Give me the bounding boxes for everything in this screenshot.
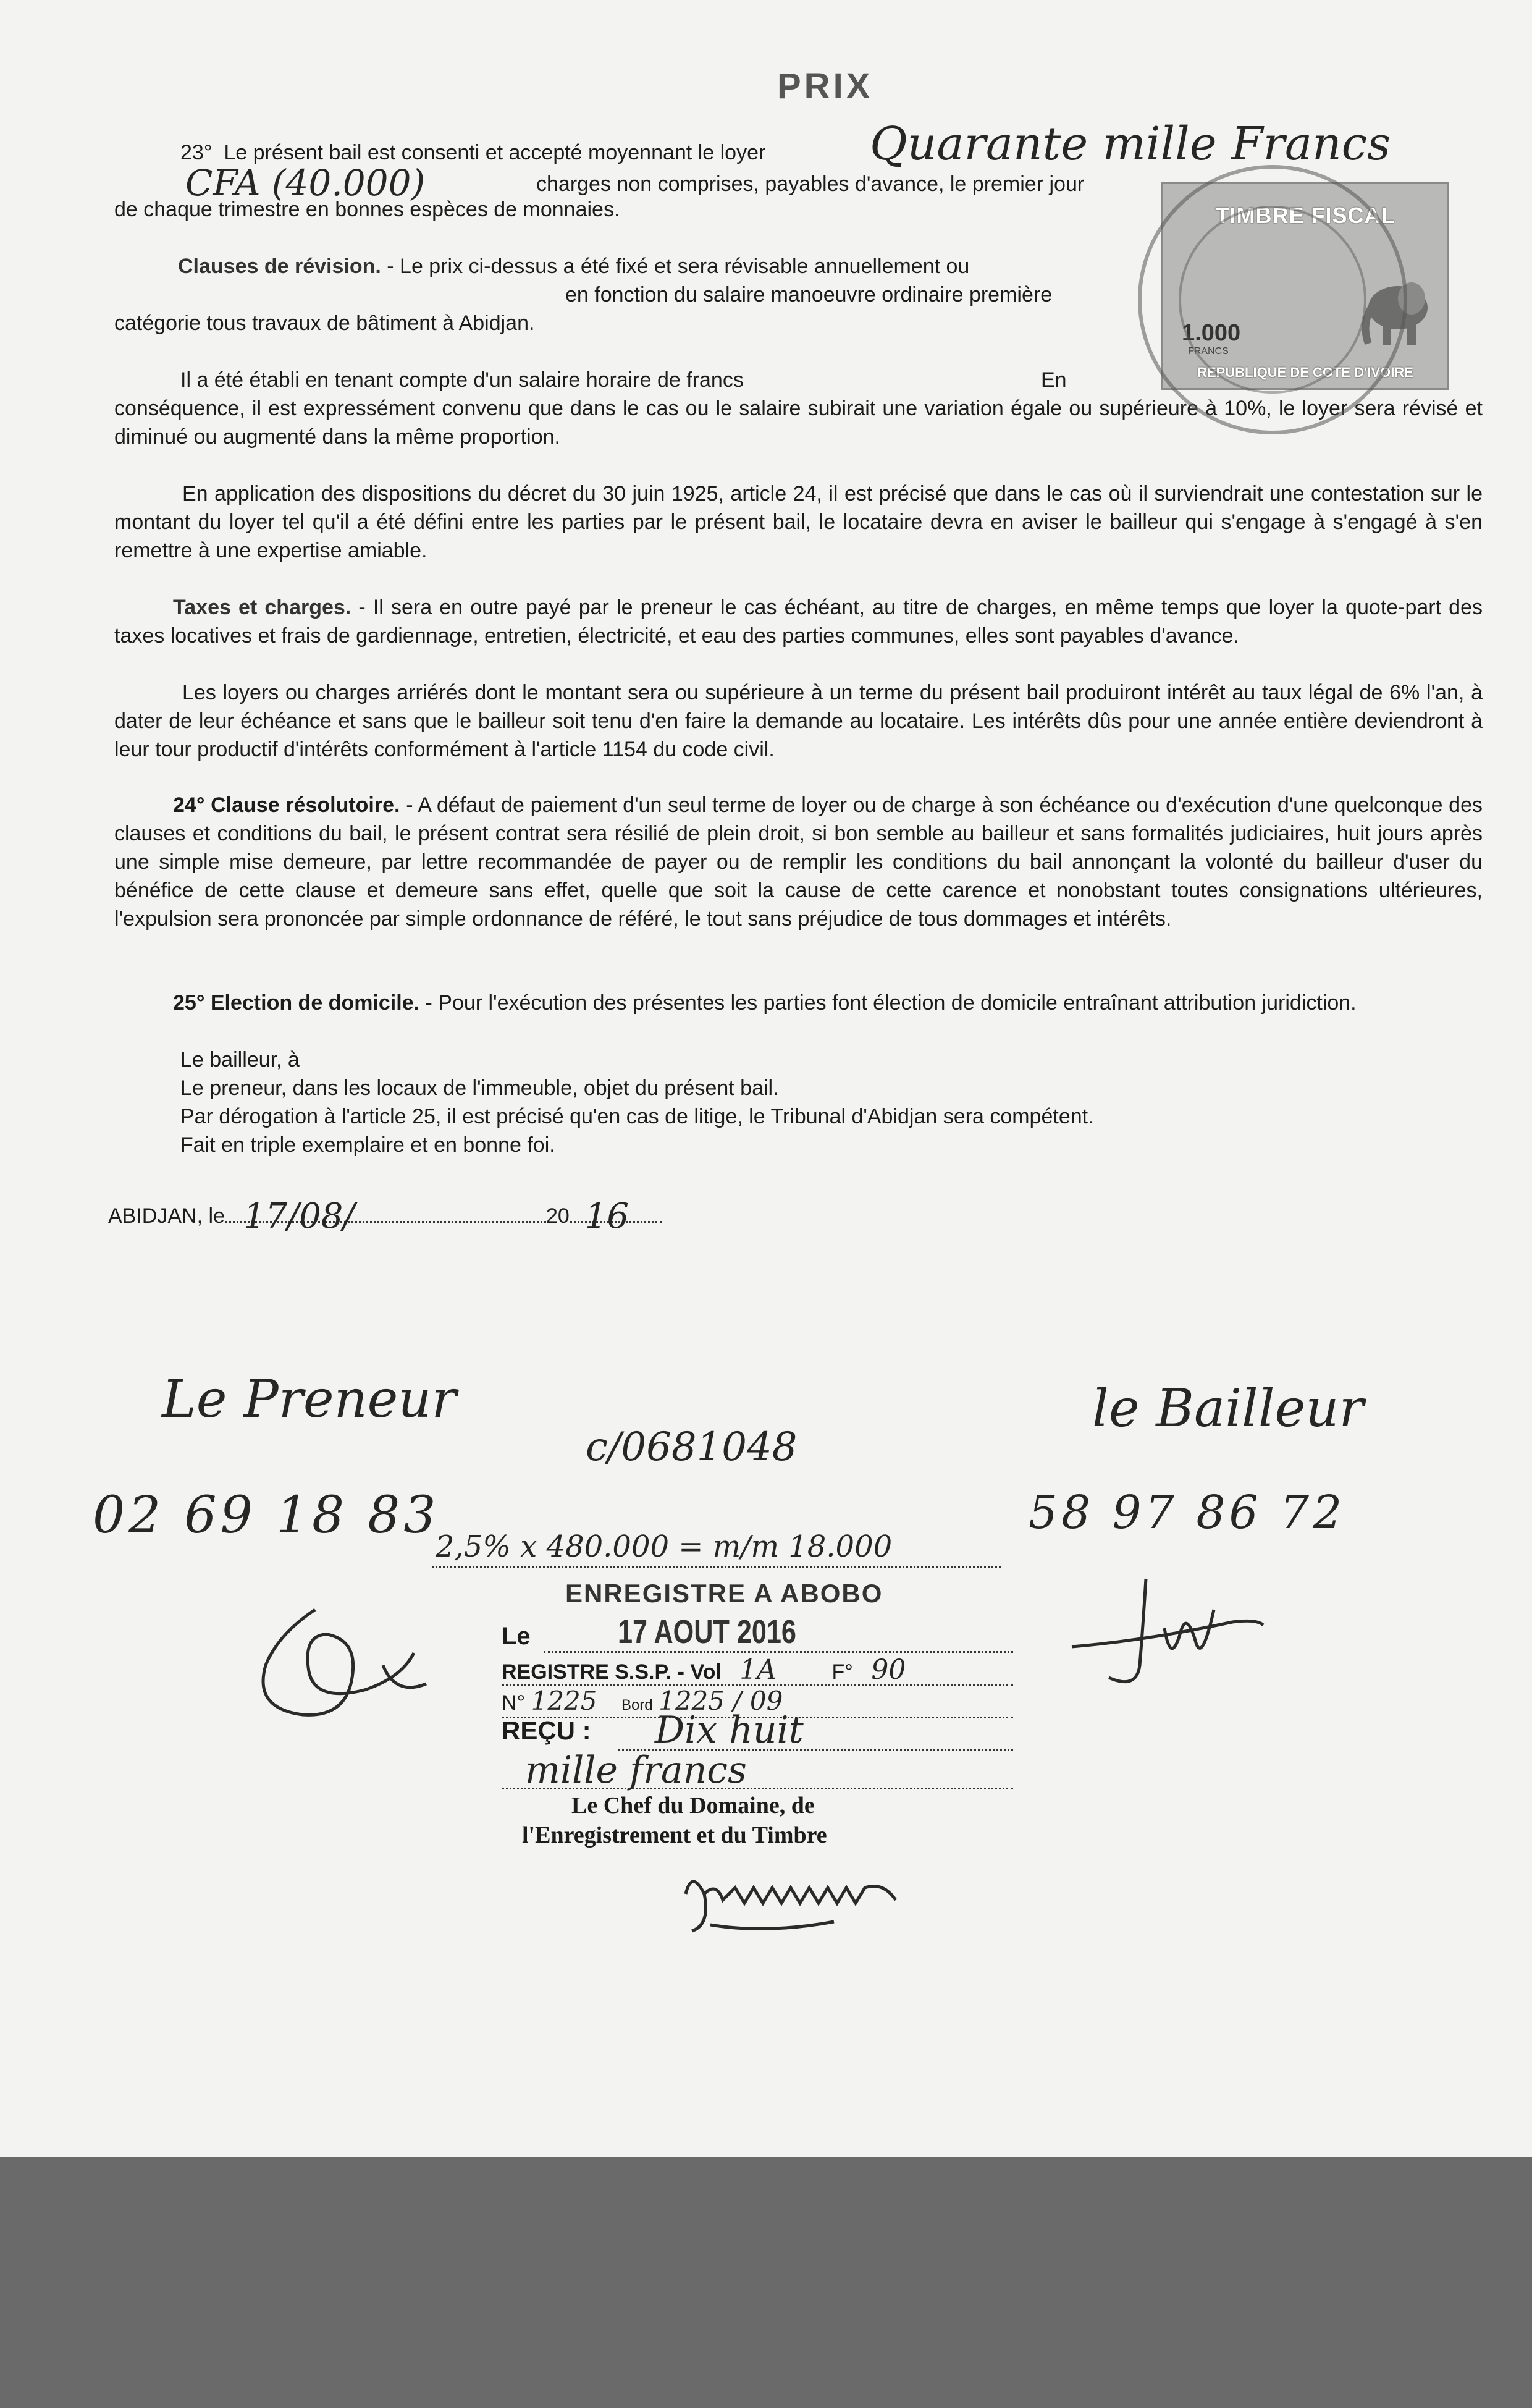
art25-heading: 25° Election de domicile. xyxy=(173,991,420,1015)
date-handwritten: 17/08/ xyxy=(243,1196,355,1236)
reg-chef-line2: l'Enregistrement et du Timbre xyxy=(522,1822,827,1848)
art25-line3: Par dérogation à l'article 25, il est précisé qu'en cas de litige, le Tribunal d'Abidjan sera compétent. xyxy=(180,1105,1094,1128)
year-handwritten: 16 xyxy=(584,1196,629,1236)
calc-dotted-line xyxy=(432,1566,1001,1568)
registration-title: ENREGISTRE A ABOBO xyxy=(565,1579,883,1608)
art23-continuation: charges non comprises, payables d'avance, le premier jour xyxy=(536,172,1085,196)
reg-n-value: 1225 xyxy=(531,1686,597,1716)
year-prefix: 20 xyxy=(545,1204,570,1228)
art24-paragraph xyxy=(114,791,1483,933)
preneur-phone: 02 69 18 83 xyxy=(93,1486,440,1545)
reference-handwritten: c/0681048 xyxy=(586,1424,798,1470)
art23-line2: de chaque trimestre en bonnes espèces de monnaies. xyxy=(114,198,620,221)
reg-folio-label: F° xyxy=(831,1660,853,1684)
revision-heading: Clauses de révision. xyxy=(178,255,381,278)
art25-line4: Fait en triple exemplaire et en bonne foi. xyxy=(180,1133,555,1157)
reg-bord-value: 1225 / 09 xyxy=(659,1686,783,1716)
preneur-signature-icon xyxy=(241,1597,439,1733)
art23-label: 23° xyxy=(180,141,213,164)
reg-date-stamp: 17 AOUT 2016 xyxy=(618,1613,796,1650)
art23-text: Le présent bail est consenti et accepté moyennant le loyer xyxy=(224,141,766,164)
bailleur-signature-icon xyxy=(1072,1573,1276,1696)
scan-bottom-band xyxy=(0,2157,1532,2408)
taxes-text: - Il sera en outre payé par le preneur le cas échéant, au titre de charges, en même temps que loyer la quote-part des taxes locatives et frais de gardiennage, entretien, électricité, et eau des parties communes, elles sont payables d'avance. xyxy=(114,596,1483,648)
page-title: PRIX xyxy=(777,66,873,106)
reg-vol-value: 1A xyxy=(739,1654,777,1686)
application-paragraph: En application des dispositions du décret du 30 juin 1925, article 24, il est précisé que dans le cas où il surviendrait une contestation sur le montant du loyer tel qu'il a été défini entre les parties par le présent bail, le locataire devra en aviser le bailleur qui s'engage à s'engagé à s'en remettre à une expertise amiable. xyxy=(114,482,1483,562)
revision-text2: en fonction du salaire manoeuvre ordinaire première xyxy=(565,283,1053,306)
bailleur-label: le Bailleur xyxy=(1092,1378,1364,1438)
reg-le-line xyxy=(544,1651,1013,1653)
preneur-label: Le Preneur xyxy=(162,1369,457,1429)
art25-paragraph xyxy=(114,989,1412,1017)
chef-signature-icon xyxy=(673,1857,933,1943)
reg-le-label: Le xyxy=(502,1623,531,1650)
reg-bord-label: Bord xyxy=(621,1697,653,1713)
reg-folio-value: 90 xyxy=(871,1654,906,1686)
reg-recu-label: REÇU : xyxy=(502,1716,591,1745)
revision-text3: catégorie tous travaux de bâtiment à Abidjan. xyxy=(114,311,535,335)
reg-chef-line1: Le Chef du Domaine, de xyxy=(571,1793,815,1819)
date-line xyxy=(108,1196,662,1236)
reg-recu-line2 xyxy=(502,1788,1013,1789)
salaire-line1: Il a été établi en tenant compte d'un salaire horaire de francs xyxy=(180,368,744,392)
stamp-country: REPUBLIQUE DE COTE D'IVOIRE xyxy=(1197,365,1413,380)
revision-line1 xyxy=(178,252,1105,281)
art25-line2: Le preneur, dans les locaux de l'immeuble, objet du présent bail. xyxy=(180,1076,779,1100)
loyer-amount-handwritten: CFA (40.000) xyxy=(185,162,426,204)
reg-registre-row xyxy=(502,1656,906,1686)
salaire-rest: conséquence, il est expressément convenu que dans le cas ou le salaire subirait une variation égale ou supérieure à 10%, le loyer sera révisé et diminué ou augmenté dans la même proportion. xyxy=(114,397,1483,449)
stamp-top: TIMBRE FISCAL xyxy=(1215,203,1395,228)
tax-calculation-handwritten: 2,5% x 480.000 = m/m 18.000 xyxy=(436,1529,893,1564)
reg-recu-value2: mille francs xyxy=(525,1749,747,1792)
stamp-currency: FRANCS xyxy=(1188,346,1229,357)
loyer-words-handwritten: Quarante mille Francs xyxy=(870,117,1391,171)
cancellation-postmark-icon xyxy=(1130,158,1415,442)
taxes-heading: Taxes et charges. xyxy=(173,596,351,619)
art25-text: - Pour l'exécution des présentes les parties font élection de domicile entraînant attribution juridiction. xyxy=(425,991,1357,1015)
taxes-paragraph xyxy=(114,593,1483,650)
art25-line1: Le bailleur, à xyxy=(180,1048,300,1071)
stamp-value: 1.000 xyxy=(1182,320,1241,346)
salaire-en: En xyxy=(1041,368,1067,392)
arrieres-paragraph: Les loyers ou charges arriérés dont le montant sera ou supérieure à un terme du présent bail produiront intérêt au taux légal de 6% l'an, à dater de leur échéance et sans que le bailleur soit tenu d'en faire la demande au locataire. Les intérêts dûs pour une année entière deviendront à leur tour productif d'intérêts conformément à l'article 1154 du code civil. xyxy=(114,681,1483,761)
reg-registre-label: REGISTRE S.S.P. - Vol xyxy=(502,1660,722,1684)
revision-text1: - Le prix ci-dessus a été fixé et sera révisable annuellement ou xyxy=(387,255,970,278)
art24-heading: 24° Clause résolutoire. xyxy=(173,793,400,817)
date-prefix: ABIDJAN, le xyxy=(108,1204,225,1228)
reg-recu-value1: Dix huit xyxy=(655,1709,804,1752)
bailleur-phone: 58 97 86 72 xyxy=(1029,1486,1346,1539)
art24-text: - A défaut de paiement d'un seul terme de loyer ou de charge à son échéance ou d'exécution d'une quelconque des clauses et conditions du bail, le présent contrat sera résilié de plein droit, si bon semble au bailleur et sans formalités judiciaires, huit jours après une simple mise demeure, par lettre recommandée de payer ou de remplir les conditions du bail annonçant la volonté du bailleur d'user du bénéfice de cette clause et demeure sans effet, quelle que soit la cause de cette carence et nonobstant toutes consignations ultérieures, l'expulsion sera prononcée par simple ordonnance de référé, le tout sans préjudice de tous dommages et intérêts. xyxy=(114,793,1483,931)
reg-n-label: N° xyxy=(502,1691,526,1715)
